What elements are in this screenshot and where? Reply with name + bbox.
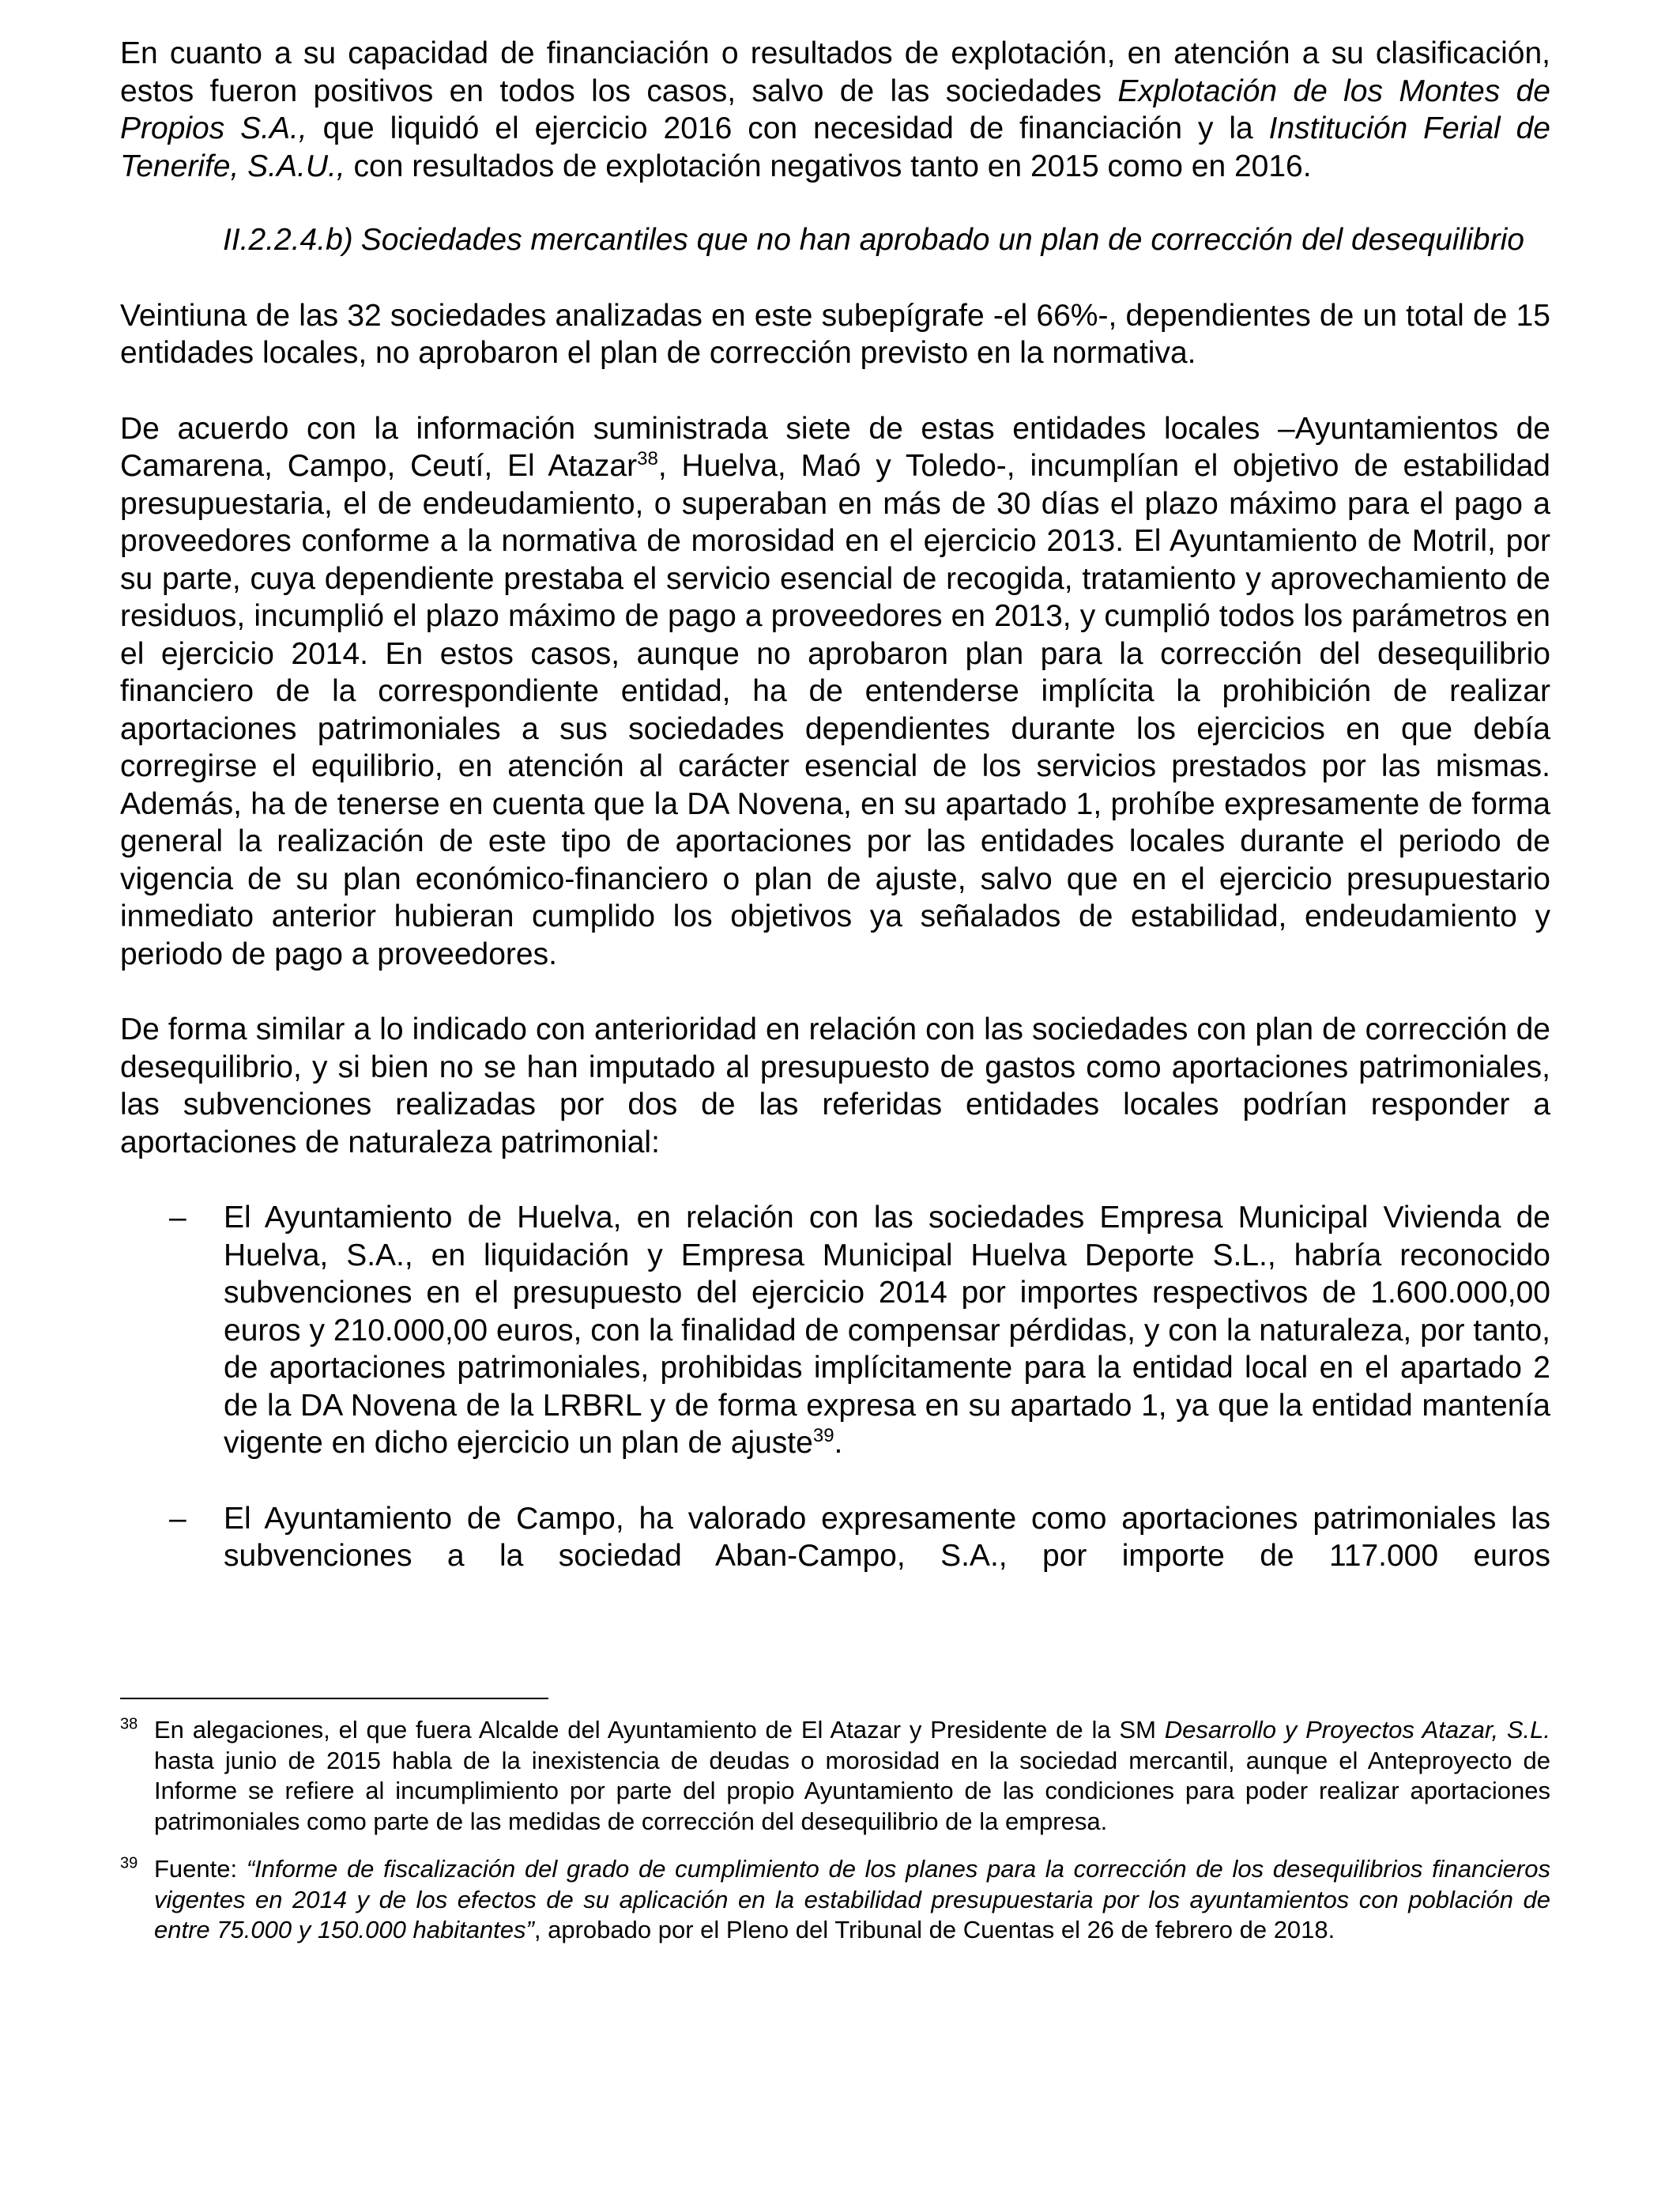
- footnote-mark-39: [120, 1854, 154, 1946]
- section-heading: [223, 221, 1550, 259]
- fn39-text-1: Fuente:: [154, 1855, 247, 1883]
- footnote-ref-39[interactable]: 39: [812, 1425, 834, 1446]
- fn38-italic-company: Desarrollo y Proyectos Atazar, S.L.: [1164, 1716, 1551, 1744]
- paragraph3-text-2: , Huelva, Maó y Toledo-, incumplían el objetivo de estabilidad presupuestaria, el de endeudamiento, o superaban en más de 30 días el plazo máximo para el pago a proveedores conforme a la normativa de morosidad en el ejercicio 2013. El Ayuntamiento de Motril, por su parte, cuya dependiente prestaba el servicio esencial de recogida, tratamiento y aprovechamiento de residuos, incumplió el plazo máximo de pago a proveedores en 2013, y cumplió todos los parámetros en el ejercicio 2014. En estos casos, aunque no aprobaron plan para la corrección del desequilibrio financiero de la correspondiente entidad, ha de entenderse implícita la prohibición de realizar aportaciones patrimoniales a sus sociedades dependientes durante los ejercicios en que debía corregirse el equilibrio, en atención al carácter esencial de los servicios prestados por las mismas. Además, ha de tenerse en cuenta que la DA Novena, en su apartado 1, prohíbe expresamente de forma general la realización de este tipo de aportaciones por las entidades locales durante el periodo de vigencia de su plan económico-financiero o plan de ajuste, salvo que en el ejercicio presupuestario inmediato anterior hubieran cumplido los objetivos ya señalados de estabilidad, endeudamiento y periodo de pago a proveedores.: [120, 449, 1550, 971]
- document-page: [120, 35, 1550, 1575]
- bullet-list: [120, 1199, 1550, 1575]
- paragraph1-italic-company-2: Institución Ferial de Tenerife, S.A.U.,: [120, 111, 1550, 183]
- footnote-mark-38-number: 38: [120, 1715, 138, 1733]
- fn38-text-1: En alegaciones, el que fuera Alcalde del Ayuntamiento de El Atazar y Presidente de la SM: [154, 1716, 1165, 1744]
- footnote-mark-38: [120, 1715, 154, 1837]
- footnote-38-text: [154, 1715, 1550, 1837]
- bullet1-end: .: [834, 1426, 843, 1460]
- paragraph-companies-count: Veintiuna de las 32 sociedades analizadas en este subepígrafe -el 66%-, dependientes de un total de 15 entidades locales, no aprobaron el plan de corrección previsto en la normativa.: [120, 298, 1550, 370]
- bullet1-text: El Ayuntamiento de Huelva, en relación con las sociedades Empresa Municipal Vivienda de Huelva, S.A., en liquidación y Empresa Municipal Huelva Deporte S.L., habría reconocido subvenciones en el presupuesto del ejercicio 2014 por importes respectivos de 1.600.000,00 euros y 210.000,00 euros, con la finalidad de compensar pérdidas, y con la naturaleza, por tanto, de aportaciones patrimoniales, prohibidas implícitamente para la entidad local en el apartado 2 de la DA Novena de la LRBRL y de forma expresa en su apartado 1, ya que la entidad mantenía vigente en dicho ejercicio un plan de ajuste: [224, 1201, 1550, 1460]
- section-number: II.2.2.4.b): [223, 223, 353, 257]
- paragraph1-text-2: que liquidó el ejercicio 2016 con necesidad de financiación y la: [307, 111, 1269, 145]
- footnote-38: [120, 1715, 1550, 1837]
- footnotes: [120, 1715, 1550, 1946]
- footnote-ref-38[interactable]: 38: [637, 448, 658, 469]
- paragraph-similar-subsidies: De forma similar a lo indicado con anterioridad en relación con las sociedades con plan de corrección de desequilibrio, y si bien no se han imputado al presupuesto de gastos como aportaciones patrimoniales, las subvenciones realizadas por dos de las referidas entidades locales podrían responder a aportaciones de naturaleza patrimonial:: [120, 1012, 1550, 1159]
- footnote-separator: [120, 1698, 548, 1699]
- paragraph1-italic-company-1: Explotación de los Montes de Propios S.A.,: [120, 74, 1550, 145]
- bullet-dash: –: [169, 1501, 186, 1536]
- paragraph1-text-1: En cuanto a su capacidad de financiación o resultados de explotación, en atención a su clasificación, estos fueron positivos en todos los casos, salvo de las sociedades: [120, 36, 1550, 108]
- paragraph1-text-3: con resultados de explotación negativos tanto en 2015 como en 2016.: [345, 149, 1312, 183]
- fn39-italic-report-title: “Informe de fiscalización del grado de cumplimiento de los planes para la corrección de los desequilibrios financieros vigentes en 2014 y de los efectos de su aplicación en la estabilidad presupuestaria por los ayuntamientos con población de entre 75.000 y 150.000 habitantes”: [154, 1855, 1550, 1943]
- footnote-39-text: [154, 1854, 1550, 1946]
- footnote-mark-39-number: 39: [120, 1854, 138, 1872]
- fn39-text-2: , aprobado por el Pleno del Tribunal de Cuentas el 26 de febrero de 2018.: [533, 1916, 1335, 1943]
- section-title: Sociedades mercantiles que no han aprobado un plan de corrección del desequilibrio: [360, 223, 1524, 257]
- bullet-text-huelva: [224, 1199, 1550, 1462]
- list-item-campo: [169, 1500, 1550, 1575]
- list-item-huelva: [169, 1199, 1550, 1462]
- fn38-text-2: hasta junio de 2015 habla de la inexistencia de deudas o morosidad en la sociedad mercantil, aunque el Anteproyecto de Informe se refiere al incumplimiento por parte del propio Ayuntamiento de las condiciones para poder realizar aportaciones patrimoniales como parte de las medidas de corrección del desequilibrio de la empresa.: [154, 1746, 1550, 1835]
- bullet-text-campo: El Ayuntamiento de Campo, ha valorado expresamente como aportaciones patrimoniales las subvenciones a la sociedad Aban-Campo, S.A., por importe de 117.000 euros: [224, 1501, 1550, 1573]
- paragraph3-text-1: De acuerdo con la información suministrada siete de estas entidades locales –Ayuntamientos de Camarena, Campo, Ceutí, El Atazar: [120, 411, 1550, 483]
- paragraph-local-entities: [120, 410, 1550, 974]
- paragraph-financing-results: [120, 35, 1550, 185]
- footnote-39: [120, 1854, 1550, 1946]
- bullet-dash: –: [169, 1201, 186, 1235]
